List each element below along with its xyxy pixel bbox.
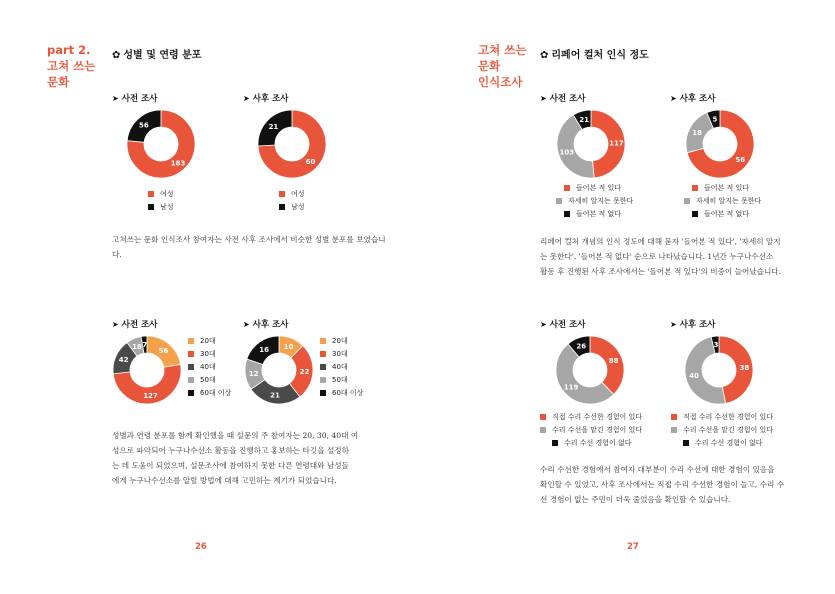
legend-swatch — [320, 351, 326, 357]
legend-item — [320, 334, 363, 347]
legend-swatch — [188, 390, 194, 396]
donut-value-label: 21 — [579, 115, 589, 124]
legend-item — [684, 194, 761, 207]
page-number-right: 27 — [627, 542, 639, 552]
arrow-icon: ➤ — [112, 320, 119, 329]
legend-swatch — [683, 440, 689, 446]
legend-item — [684, 181, 761, 194]
donut-value-label: 10 — [283, 342, 294, 351]
section-title-text: 리페어 컬처 인식 정도 — [551, 50, 649, 61]
part-label-line: part 2. — [47, 43, 91, 57]
legend-item — [320, 360, 363, 373]
legend-label: 여성 — [291, 189, 305, 198]
subtitle-text: 사후 조사 — [252, 94, 289, 104]
donut-value-label: 38 — [739, 364, 750, 373]
section-title-text: 성별 및 연령 분포 — [123, 50, 202, 61]
legend-label: 30대 — [332, 349, 348, 358]
age-paragraph — [112, 428, 392, 488]
donut-value-label: 88 — [608, 356, 619, 365]
donut-value-label: 60 — [305, 157, 316, 166]
subtitle-post — [243, 92, 289, 104]
subtitle-pre-exp — [540, 318, 586, 330]
donut-chart-gender-pre — [127, 110, 195, 178]
gender-legend-pre — [148, 187, 174, 213]
legend-item — [671, 423, 773, 436]
legend-label: 30대 — [200, 349, 216, 358]
legend-swatch — [684, 198, 690, 204]
legend-item — [671, 410, 773, 423]
part-label-line: 인식조사 — [478, 75, 523, 89]
section-title-repair — [540, 46, 649, 61]
legend-swatch — [148, 191, 154, 197]
legend-label: 20대 — [200, 336, 216, 345]
legend-item — [320, 386, 363, 399]
legend-swatch — [148, 204, 154, 210]
legend-item — [540, 410, 642, 423]
donut-value-label: 18 — [132, 343, 142, 352]
donut-value-label: 56 — [158, 347, 169, 356]
donut-value-label: 103 — [559, 148, 575, 157]
donut-value-label: 22 — [299, 367, 310, 376]
legend-swatch — [692, 185, 698, 191]
legend-item — [684, 207, 761, 220]
paragraph-line: 리페어 컬처 개념의 인식 정도에 대해 묻자 '들어본 적 있다', '자세히 알지 — [540, 237, 781, 246]
donut-chart-gender-post — [258, 110, 326, 178]
subtitle-text: 사전 조사 — [121, 94, 158, 104]
donut-chart-awareness-pre — [557, 110, 625, 178]
flower-icon: ✿ — [540, 50, 549, 61]
legend-item — [540, 436, 642, 449]
legend-label: 남성 — [291, 202, 305, 211]
legend-label: 수리 수선을 맡긴 경험이 있다 — [683, 425, 774, 434]
legend-label: 20대 — [332, 336, 348, 345]
subtitle-post-exp — [670, 318, 716, 330]
legend-swatch — [279, 191, 285, 197]
legend-swatch — [556, 198, 562, 204]
legend-swatch — [320, 390, 326, 396]
legend-item — [671, 436, 773, 449]
legend-swatch — [279, 204, 285, 210]
donut-value-label: 12 — [248, 369, 259, 378]
part-label-right — [478, 42, 538, 90]
legend-swatch — [320, 338, 326, 344]
legend-label: 들어본 적 있다 — [576, 183, 622, 192]
legend-swatch — [564, 185, 570, 191]
legend-label: 60대 이상 — [332, 388, 364, 397]
donut-value-label: 40 — [689, 371, 699, 380]
subtitle-text: 사전 조사 — [549, 320, 586, 330]
legend-label: 자세히 알지는 못한다 — [696, 196, 762, 205]
donut-value-label: 3 — [713, 341, 719, 350]
donut-value-label: 119 — [563, 383, 579, 392]
section-title-gender-age — [112, 46, 201, 61]
subtitle-post-age — [243, 318, 289, 330]
part-label-line: 문화 — [47, 75, 70, 89]
legend-item — [320, 347, 363, 360]
paragraph-line: 는 못한다', '들어본 적 없다' 순으로 나타났습니다. 1년간 누구나수선소 — [540, 252, 774, 261]
legend-swatch — [188, 338, 194, 344]
donut-slice — [590, 336, 624, 394]
flower-icon: ✿ — [112, 50, 121, 61]
legend-item — [188, 373, 231, 386]
donut-value-label: 7 — [142, 341, 148, 350]
legend-item — [188, 386, 231, 399]
subtitle-text: 사후 조사 — [679, 320, 716, 330]
legend-swatch — [564, 211, 570, 217]
paragraph-line: 선 경험이 없는 주민이 더욱 줄었음을 확인할 수 있습니다. — [540, 495, 731, 504]
donut-value-label: 183 — [170, 159, 186, 168]
legend-label: 여성 — [160, 189, 174, 198]
subtitle-pre-age — [112, 318, 158, 330]
legend-swatch — [188, 351, 194, 357]
donut-value-label: 5 — [712, 115, 718, 124]
legend-item — [148, 200, 174, 213]
subtitle-text: 사후 조사 — [679, 94, 716, 104]
subtitle-text: 사전 조사 — [121, 320, 158, 330]
paragraph-line: 성으로 파악되어 누구나수선소 활동을 진행하고 홍보하는 타깃을 설정하 — [112, 446, 349, 455]
legend-swatch — [320, 377, 326, 383]
legend-swatch — [540, 414, 546, 420]
legend-label: 수리 수선을 맡긴 경험이 있다 — [552, 425, 643, 434]
subtitle-pre-aware — [540, 92, 586, 104]
donut-value-label: 56 — [735, 156, 746, 165]
legend-swatch — [320, 364, 326, 370]
legend-swatch — [188, 377, 194, 383]
legend-item — [188, 360, 231, 373]
subtitle-text: 사전 조사 — [549, 94, 586, 104]
part-label-line: 문화 — [478, 59, 501, 73]
donut-value-label: 117 — [609, 139, 624, 148]
experience-paragraph — [540, 462, 810, 507]
part-label-line: 고쳐 쓰는 — [478, 43, 527, 57]
legend-label: 50대 — [332, 375, 348, 384]
legend-label: 자세히 알지는 못한다 — [568, 196, 634, 205]
arrow-icon: ➤ — [540, 320, 547, 329]
arrow-icon: ➤ — [243, 94, 250, 103]
donut-value-label: 18 — [692, 129, 702, 138]
legend-label: 수리 수선 경험이 없다 — [564, 438, 632, 447]
part-label — [47, 42, 107, 90]
arrow-icon: ➤ — [540, 94, 547, 103]
donut-chart-age-pre — [113, 336, 181, 404]
legend-label: 40대 — [332, 362, 348, 371]
awareness-legend-post — [684, 181, 761, 220]
legend-label: 50대 — [200, 375, 216, 384]
paragraph-line: 는 데 도움이 되었으며, 설문조사에 참여하지 못한 다른 연령대와 남성들 — [112, 461, 349, 470]
gender-legend-post — [279, 187, 305, 213]
paragraph-line: 활동 후 진행된 사후 조사에서는 '들어본 적 있다'의 비중이 늘어났습니다. — [540, 267, 782, 276]
donut-value-label: 26 — [576, 342, 587, 351]
part-label-line: 고쳐 쓰는 — [47, 59, 96, 73]
legend-item — [556, 181, 633, 194]
donut-value-label: 42 — [118, 356, 129, 365]
legend-item — [556, 207, 633, 220]
legend-item — [148, 187, 174, 200]
donut-chart-experience-post — [685, 336, 753, 404]
paragraph-line: 수리 수선한 경험에서 참여자 대부분이 수리 수선에 대한 경험이 있음을 — [540, 465, 775, 474]
legend-item — [279, 200, 305, 213]
legend-item — [540, 423, 642, 436]
donut-chart-experience-pre — [556, 336, 624, 404]
legend-item — [556, 194, 633, 207]
donut-chart-age-post — [245, 336, 313, 404]
paragraph-line: 에게 누구나수선소를 알릴 방법에 대해 고민하는 계기가 되었습니다. — [112, 476, 337, 485]
legend-label: 60대 이상 — [200, 388, 232, 397]
gender-paragraph: 고쳐쓰는 문화 인식조사 참여자는 사전 사후 조사에서 비슷한 성별 분포를 보였습니다. — [112, 235, 386, 259]
arrow-icon: ➤ — [112, 94, 119, 103]
legend-label: 직접 수리 수선한 경험이 있다 — [552, 412, 643, 421]
legend-label: 들어본 적 없다 — [704, 209, 750, 218]
donut-value-label: 21 — [270, 391, 280, 400]
experience-legend-pre — [540, 410, 642, 449]
legend-swatch — [671, 414, 677, 420]
legend-swatch — [540, 427, 546, 433]
legend-label: 직접 수리 수선한 경험이 있다 — [683, 412, 774, 421]
experience-legend-post — [671, 410, 773, 449]
legend-swatch — [188, 364, 194, 370]
paragraph-line: 성별과 연령 분포를 함께 확인했을 때 설문의 주 참여자는 20, 30, 40대 여 — [112, 431, 359, 440]
age-legend-post — [320, 334, 363, 399]
legend-label: 수리 수선 경험이 없다 — [695, 438, 763, 447]
paragraph-line: 확인할 수 있었고, 사후 조사에서는 직접 수리 수선한 경험이 늘고, 수리 수 — [540, 480, 785, 489]
subtitle-text: 사후 조사 — [252, 320, 289, 330]
legend-item — [188, 347, 231, 360]
legend-label: 들어본 적 있다 — [704, 183, 750, 192]
awareness-paragraph — [540, 234, 805, 279]
arrow-icon: ➤ — [670, 94, 677, 103]
legend-item — [188, 334, 231, 347]
age-legend-pre — [188, 334, 231, 399]
legend-item — [320, 373, 363, 386]
arrow-icon: ➤ — [670, 320, 677, 329]
subtitle-pre — [112, 92, 158, 104]
awareness-legend-pre — [556, 181, 633, 220]
legend-label: 들어본 적 없다 — [576, 209, 622, 218]
subtitle-post-aware — [670, 92, 716, 104]
donut-chart-awareness-post — [686, 110, 754, 178]
legend-swatch — [692, 211, 698, 217]
legend-swatch — [552, 440, 558, 446]
legend-label: 40대 — [200, 362, 216, 371]
legend-swatch — [671, 427, 677, 433]
donut-value-label: 127 — [143, 391, 158, 400]
arrow-icon: ➤ — [243, 320, 250, 329]
legend-item — [279, 187, 305, 200]
legend-label: 남성 — [160, 202, 174, 211]
donut-value-label: 56 — [139, 121, 149, 130]
donut-value-label: 16 — [259, 345, 270, 354]
donut-value-label: 21 — [268, 123, 279, 132]
page-number-left: 26 — [195, 542, 207, 552]
